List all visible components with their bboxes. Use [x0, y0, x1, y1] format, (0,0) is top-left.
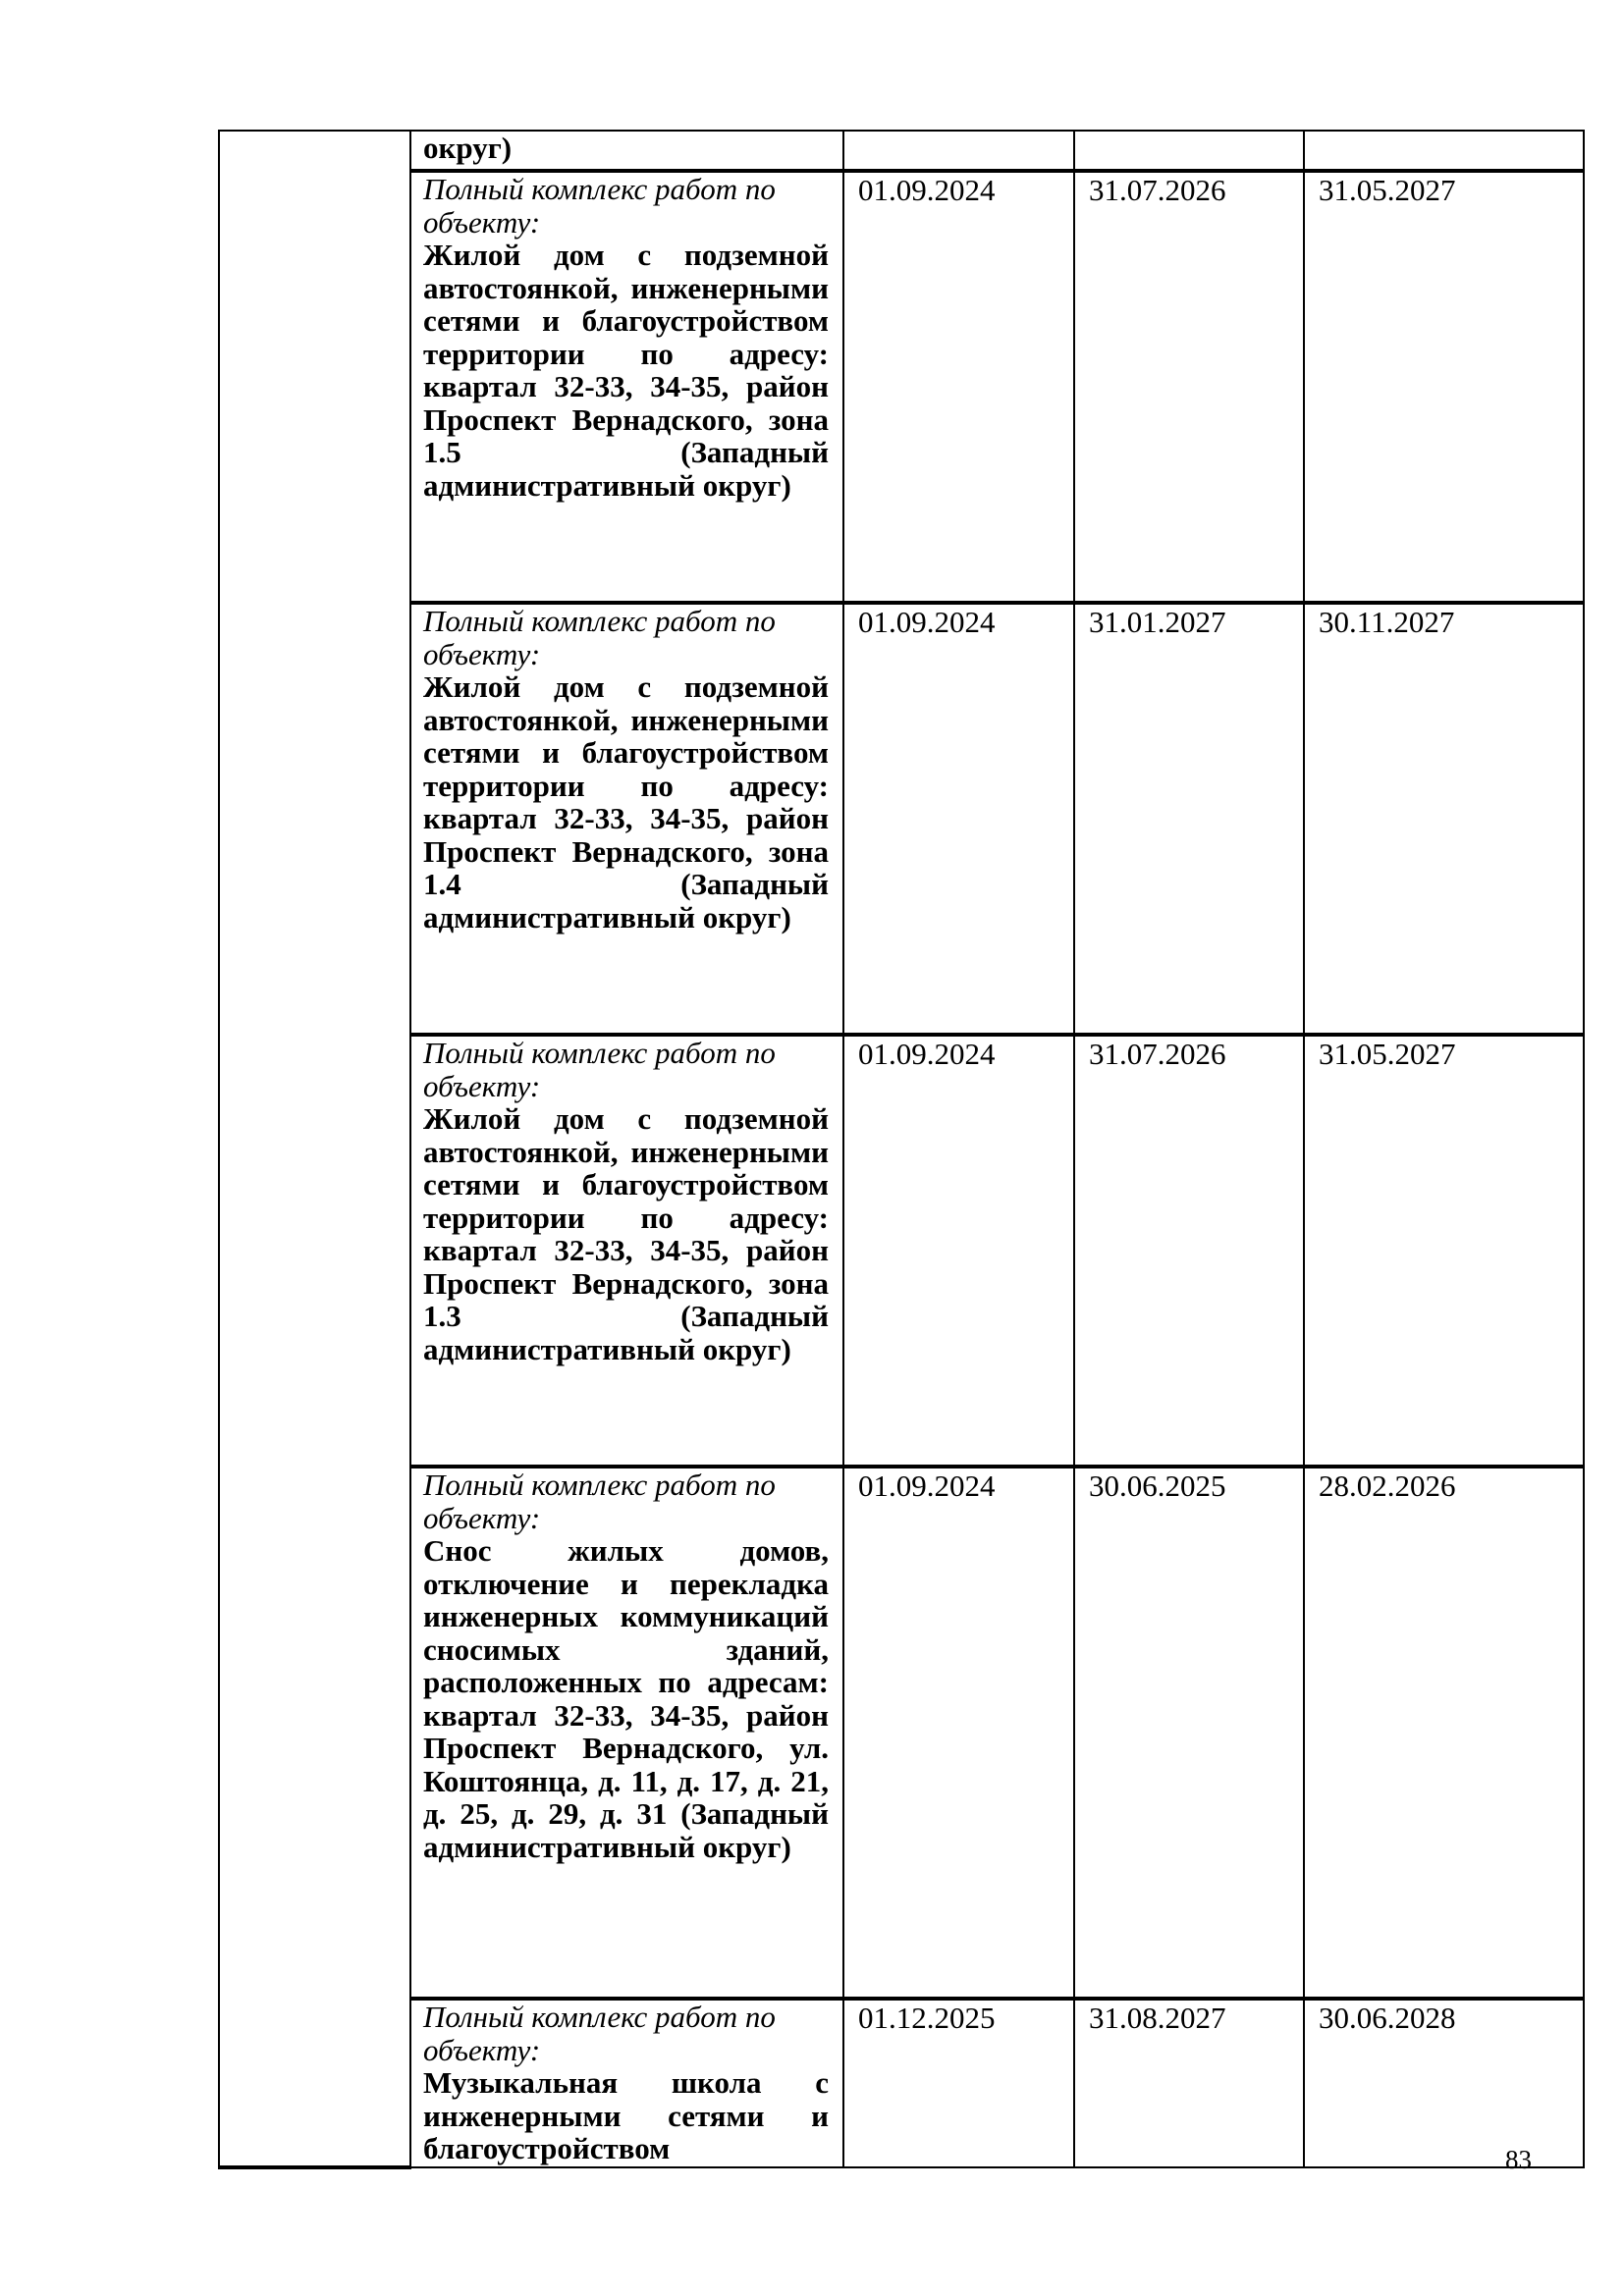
page-number: 83 [1505, 2145, 1532, 2174]
work-scope-intro: Полный комплекс работ по объекту: [423, 2000, 776, 2067]
table-row [219, 171, 1584, 603]
object-title: Жилой дом с подземной автостоянкой, инженерными сетями и благоустройством территории по адресу: квартал 32-33, 34-35, район Проспект Вернадского, зона 1.5 (Западный административный округ) [423, 238, 829, 503]
start-date-cell: 01.12.2025 [843, 1999, 1074, 2167]
table-row [219, 1999, 1584, 2167]
table-row-continuation [219, 131, 1584, 171]
continuation-text: округ) [423, 131, 513, 165]
start-date-cell: 01.09.2024 [843, 171, 1074, 603]
final-date-cell: 31.05.2027 [1304, 171, 1584, 603]
description-cell [410, 1999, 843, 2167]
description-cell [410, 1467, 843, 1999]
start-date-cell: 01.09.2024 [843, 603, 1074, 1035]
table-row [219, 1467, 1584, 1999]
description-cell [410, 603, 843, 1035]
work-scope-intro: Полный комплекс работ по объекту: [423, 1468, 776, 1535]
object-title: Снос жилых домов, отключение и перекладка инженерных коммуникаций сносимых зданий, расположенных по адресам: квартал 32-33, 34-35, район Проспект Вернадского, ул. Коштоянца, д. 11, д. 17, д. 21, д. 25, д. 29, д. 31 (Западный административный округ) [423, 1533, 829, 1864]
start-date-cell [843, 131, 1074, 171]
work-scope-intro: Полный комплекс работ по объекту: [423, 604, 776, 671]
final-date-cell: 31.05.2027 [1304, 1035, 1584, 1467]
final-date-cell: 28.02.2026 [1304, 1467, 1584, 1999]
description-cell [410, 171, 843, 603]
work-scope-intro: Полный комплекс работ по объекту: [423, 1036, 776, 1103]
description-cell [410, 1035, 843, 1467]
start-date-cell: 01.09.2024 [843, 1467, 1074, 1999]
schedule-table [218, 130, 1585, 2169]
end-date-cell: 30.06.2025 [1074, 1467, 1304, 1999]
end-date-cell: 31.01.2027 [1074, 603, 1304, 1035]
end-date-cell [1074, 131, 1304, 171]
work-scope-intro: Полный комплекс работ по объекту: [423, 172, 776, 240]
final-date-cell: 30.11.2027 [1304, 603, 1584, 1035]
end-date-cell: 31.07.2026 [1074, 171, 1304, 603]
start-date-cell: 01.09.2024 [843, 1035, 1074, 1467]
final-date-cell [1304, 131, 1584, 171]
object-title: Жилой дом с подземной автостоянкой, инженерными сетями и благоустройством территории по адресу: квартал 32-33, 34-35, район Проспект Вернадского, зона 1.3 (Западный административный округ) [423, 1101, 829, 1366]
description-cell [410, 131, 843, 171]
object-title: Музыкальная школа с инженерными сетями и благоустройством [423, 2065, 829, 2165]
object-title: Жилой дом с подземной автостоянкой, инженерными сетями и благоустройством территории по адресу: квартал 32-33, 34-35, район Проспект Вернадского, зона 1.4 (Западный административный округ) [423, 669, 829, 934]
end-date-cell: 31.07.2026 [1074, 1035, 1304, 1467]
end-date-cell: 31.08.2027 [1074, 1999, 1304, 2167]
table-row [219, 603, 1584, 1035]
number-column-cell [219, 131, 410, 2167]
final-date-cell: 30.06.2028 [1304, 1999, 1584, 2167]
table-row [219, 1035, 1584, 1467]
